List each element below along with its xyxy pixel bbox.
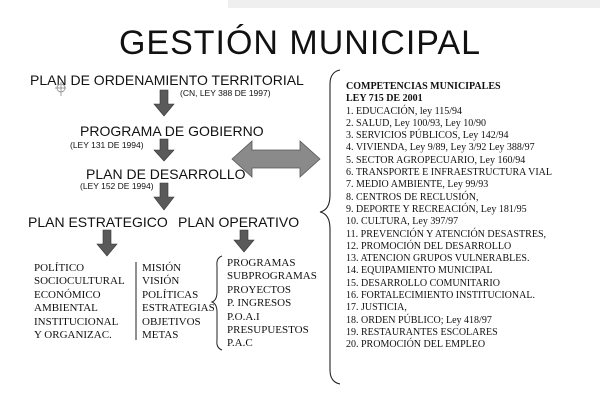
operativo-brace [212,256,222,350]
list-item: VISIÓN [142,275,180,288]
list-item: SUBPROGRAMAS [227,270,317,283]
list-item: PRESUPUESTOS [227,324,309,337]
list-item: SOCIOCULTURAL [34,275,125,288]
competencias-heading: COMPETENCIAS MUNICIPALES [346,81,501,92]
list-item: P.A.C [227,337,253,350]
competencia-item: 19. RESTAURANTES ESCOLARES [346,326,498,338]
list-item: P. INGRESOS [227,297,292,310]
page-title: GESTIÓN MUNICIPAL [118,24,482,62]
node-programa-gobierno: PROGRAMA DE GOBIERNO [80,123,264,139]
competencia-item: 17. JUSTICIA, [346,302,407,314]
node-plan-ordenamiento-ref: (CN, LEY 388 DE 1997) [180,88,271,98]
competencia-item: 6. TRANSPORTE E INFRAESTRUCTURA VIAL [346,167,552,179]
competencia-item: 5. SECTOR AGROPECUARIO, Ley 160/94 [346,154,526,166]
node-plan-estrategico: PLAN ESTRATEGICO [28,214,168,230]
competencia-item: 18. ORDEN PÚBLICO; Ley 418/97 [346,314,492,326]
competencia-item: 7. MEDIO AMBIENTE, Ley 99/93 [346,179,489,191]
list-item: OBJETIVOS [142,315,201,328]
node-plan-operativo: PLAN OPERATIVO [178,214,300,230]
competencia-item: 4. VIVIENDA, Ley 9/89, Ley 3/92 Ley 388/97 [346,142,535,154]
competencias-law: LEY 715 DE 2001 [346,93,423,105]
list-item: MISIÓN [142,262,182,274]
arrow-down-icon [154,183,174,210]
list-item: ECONÓMICO [34,288,101,301]
node-programa-gobierno-ref: (LEY 131 DE 1994) [70,140,144,150]
competencias-brace [320,70,340,384]
competencia-item: 15. DESARROLLO COMUNITARIO [346,277,500,289]
arrow-down-icon [154,90,174,116]
list-item: INSTITUCIONAL [34,315,119,328]
list-item: P.O.A.I [227,310,260,323]
competencia-item: 20. PROMOCIÓN DEL EMPLEO [346,339,486,351]
list-item: PROGRAMAS [227,257,296,269]
list-item: Y ORGANIZAC. [34,329,112,342]
node-plan-ordenamiento: PLAN DE ORDENAMIENTO TERRITORIAL [30,72,304,88]
node-plan-desarrollo-ref: (LEY 152 DE 1994) [80,181,154,191]
list-item: POLÍTICAS [142,288,199,301]
competencia-item: 10. CULTURA, Ley 397/97 [346,216,459,228]
node-plan-desarrollo: PLAN DE DESARROLLO [86,166,246,182]
list-item: AMBIENTAL [34,302,98,315]
competencia-item: 13. ATENCION GRUPOS VULNERABLES. [346,253,530,265]
arrow-down-icon [234,230,254,252]
competencia-item: 9. DEPORTE Y RECREACIÓN, Ley 181/95 [346,203,527,215]
arrow-down-icon [154,139,174,161]
list-item: METAS [142,329,179,342]
crosshair-mark [55,82,66,96]
competencia-item: 11. PREVENCIÓN Y ATENCIÓN DESASTRES, [346,228,547,240]
competencia-item: 14. EQUIPAMIENTO MUNICIPAL [346,265,493,277]
competencia-item: 2. SALUD, Ley 100/93, Ley 10/90 [346,117,486,129]
list-item: ESTRATEGIAS [142,302,215,315]
double-arrow-icon [232,141,320,177]
arrow-down-icon [97,230,117,256]
competencia-item: 16. FORTALECIMIENTO INSTITUCIONAL. [346,290,535,302]
competencia-item: 3. SERVICIOS PÚBLICOS, Ley 142/94 [346,130,509,142]
competencia-item: 8. CENTROS DE RECLUSIÓN, [346,191,479,203]
competencia-item: 12. PROMOCIÓN DEL DESARROLLO [346,240,512,252]
list-item: PROYECTOS [227,283,291,296]
list-item: POLÍTICO [34,262,85,274]
competencia-item: 1. EDUCACIÓN, ley 115/94 [346,105,463,117]
